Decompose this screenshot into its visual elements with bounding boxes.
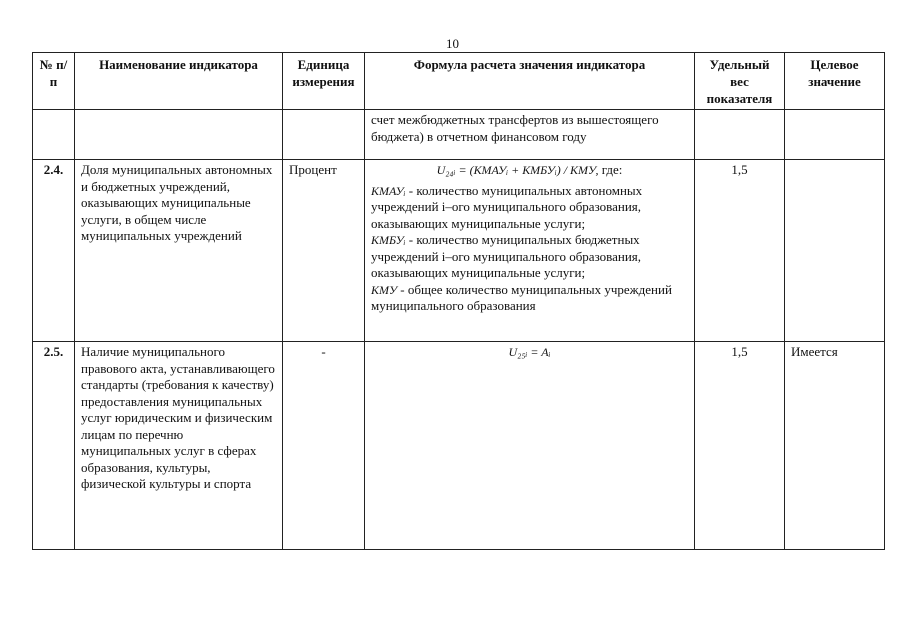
table-header-row (33, 53, 885, 110)
cell-name: Доля муниципальных автономных и бюджетных учреждений, оказывающих муниципальные услуги, в общем числе муниципальных учреждений (75, 160, 283, 342)
page-number: 10 (446, 36, 459, 51)
variable-name: КМУ (371, 282, 398, 297)
table-row (33, 110, 885, 160)
variable-text: - общее количество муниципальных учреждений муниципального образования (371, 281, 672, 313)
cell-num: 2.5. (33, 342, 75, 550)
cell-weight: 1,5 (695, 342, 785, 550)
table-row (33, 160, 885, 342)
cell-formula (365, 342, 695, 550)
cell-weight (695, 110, 785, 160)
formula-expression: U₂₄ᵢ = (КМАУᵢ + КМБУᵢ) / КМУ, (436, 163, 599, 177)
header-name: Наименование индикатора (75, 53, 283, 110)
header-target: Целевое значение (785, 53, 885, 110)
cell-target (785, 110, 885, 160)
variable-text: - количество муниципальных автономных учреждений i–ого муниципального образования, оказывающих муниципальные услуги; (371, 182, 643, 231)
formula-main-line (371, 162, 688, 179)
cell-formula (365, 160, 695, 342)
formula-expression: U₂₅ᵢ = Aᵢ (508, 345, 551, 359)
variable-name: КМАУᵢ (371, 183, 406, 198)
cell-weight: 1,5 (695, 160, 785, 342)
cell-formula: счет межбюджетных трансфертов из вышестоящего бюджета) в отчетном финансовом году (365, 110, 695, 160)
cell-name (75, 110, 283, 160)
formula-where: где: (598, 162, 623, 177)
cell-unit: - (283, 342, 365, 550)
variable-name: КМБУᵢ (371, 233, 406, 247)
variable-description (371, 282, 688, 315)
indicator-table (32, 52, 885, 550)
cell-num (33, 110, 75, 160)
variable-description (371, 232, 688, 282)
header-num: № п/п (33, 53, 75, 110)
header-formula: Формула расчета значения индикатора (365, 53, 695, 110)
header-unit: Единица измерения (283, 53, 365, 110)
variable-description (371, 183, 688, 233)
cell-name: Наличие муниципального правового акта, устанавливающего стандарты (требования к качеству) предоставления муниципальных услуг юридическим и физическим лицам по перечню муниципальных услуг в сферах образования, культуры, физической культуры и спорта (75, 342, 283, 550)
variable-text: - количество муниципальных бюджетных учреждений i–ого муниципального образования, оказывающих муниципальные услуги; (371, 232, 642, 280)
cell-target: Имеется (785, 342, 885, 550)
cell-unit: Процент (283, 160, 365, 342)
cell-target (785, 160, 885, 342)
table-row (33, 342, 885, 550)
cell-num: 2.4. (33, 160, 75, 342)
cell-unit (283, 110, 365, 160)
header-weight: Удельный вес показателя (695, 53, 785, 110)
